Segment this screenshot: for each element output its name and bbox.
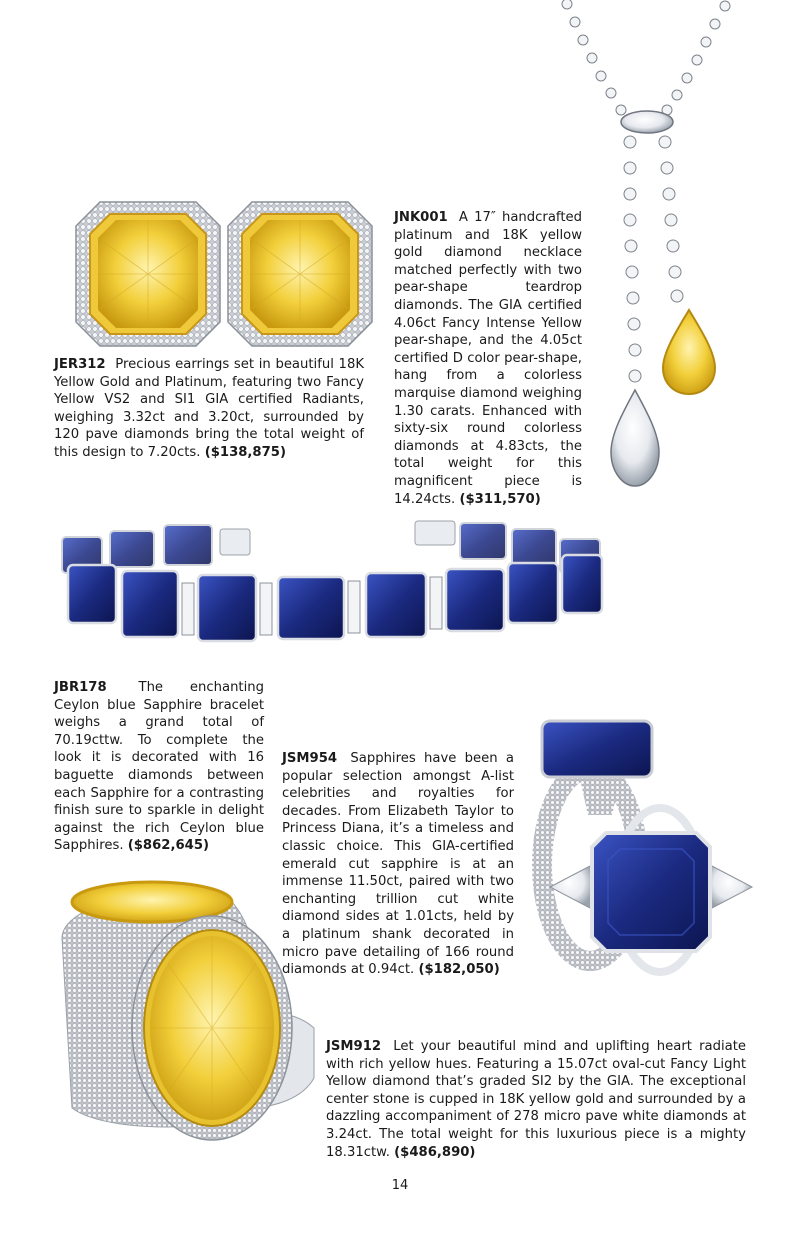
earrings-description bbox=[54, 356, 364, 462]
bracelet-image bbox=[60, 515, 610, 645]
sapphire-ring-description bbox=[282, 750, 514, 979]
yellow-pear-diamond bbox=[663, 310, 715, 394]
marquise-diamond bbox=[621, 111, 673, 133]
bracelet-text: The enchanting Ceylon blue Sapphire bracelet weighs a grand total of 70.19cttw. To complete the look it is decorated with 16 baguette diamonds between each Sapphire for a contrasting finish sure to sparkle in delight against the rich Ceylon blue Sapphires. bbox=[54, 680, 264, 854]
sapphire-ring-text: Sapphires have been a popular selection amongst A-list celebrities and royalties for decades. From Elizabeth Taylor to Princess Diana, it’s a timeless and classic choice. This GIA-certified emerald cut sapphire is at an immense 11.50ct, paired with two enchanting trillion cut white diamond sides at 1.01cts, held by a platinum shank decorated in micro pave detailing of 166 round diamonds at 0.94ct. bbox=[282, 751, 514, 978]
necklace-chain bbox=[562, 0, 730, 382]
sapphire-ring-code: JSM954 bbox=[282, 751, 338, 766]
bracelet-price: ($862,645) bbox=[127, 838, 210, 854]
necklace-text: A 17″ handcrafted platinum and 18K yellow gold diamond necklace matched perfectly with two pear-shape teardrop diamonds. The GIA certified 4.06ct Fancy Intense Yellow pear-shape, and the 4.05ct certified D color pear-shape, hang from a colorless marquise diamond weighing 1.30 carats. Enhanced with sixty-six round colorless diamonds at 4.83cts, the total weight for this magnificent piece is 14.24cts. bbox=[394, 210, 582, 507]
earrings-text: Precious earrings set in beautiful 18K Yellow Gold and Platinum, featuring two Fancy Yellow VS2 and SI1 GIA certified Radiants, weighing 3.32ct and 3.20ct, surrounded by 120 pave diamonds bring the total weight of this design to 7.20cts. bbox=[54, 357, 364, 460]
earring-right bbox=[228, 202, 372, 346]
necklace-price: ($311,570) bbox=[459, 491, 541, 507]
sapphire-ring-front bbox=[550, 808, 752, 972]
yellow-ring-code: JSM912 bbox=[326, 1039, 382, 1054]
yellow-ring-text: Let your beautiful mind and uplifting heart radiate with rich yellow hues. Featuring a 15.07ct oval-cut Fancy Light Yellow diamond that’s graded SI2 by the GIA. The exceptional center stone is cupped in 18K yellow gold and surrounded by a dazzling accompaniment of 278 micro pave white diamonds at 3.24ct. The total weight for this luxurious piece is a mighty 18.31ctw. bbox=[326, 1039, 746, 1160]
earrings-price: ($138,875) bbox=[204, 444, 286, 460]
sapphire-ring-image bbox=[520, 715, 760, 980]
bracelet-description bbox=[54, 679, 264, 855]
earrings-image bbox=[74, 200, 374, 348]
necklace-code: JNK001 bbox=[394, 210, 448, 225]
yellow-ring-image bbox=[52, 878, 317, 1148]
necklace-image bbox=[555, 0, 735, 490]
bracelet-code: JBR178 bbox=[54, 680, 107, 695]
white-pear-diamond bbox=[611, 390, 659, 486]
yellow-ring-description bbox=[326, 1038, 746, 1161]
page-number: 14 bbox=[391, 1178, 409, 1193]
necklace-description bbox=[394, 209, 582, 508]
sapphire-ring-price: ($182,050) bbox=[418, 962, 500, 978]
earrings-code: JER312 bbox=[54, 357, 106, 372]
yellow-ring-price: ($486,890) bbox=[394, 1144, 476, 1160]
earring-left bbox=[76, 202, 220, 346]
